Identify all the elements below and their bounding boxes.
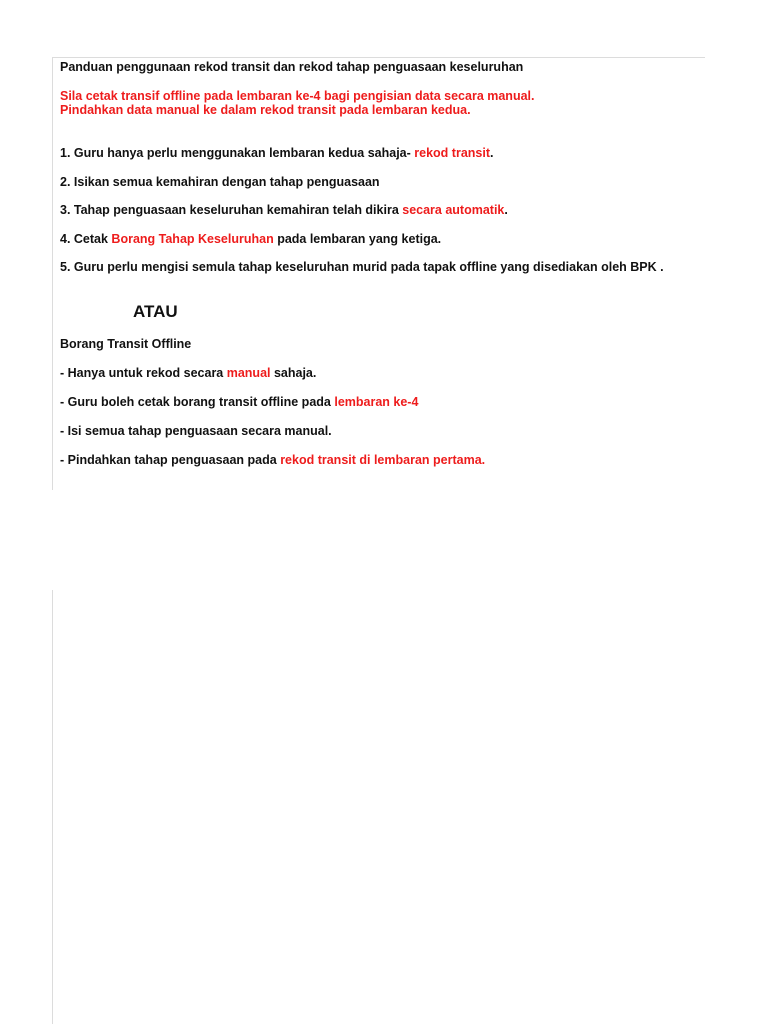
step-4-text: 4. Cetak (60, 232, 112, 246)
step-3 (60, 203, 508, 218)
offline-item-1-end: sahaja. (270, 366, 317, 380)
offline-item-1-highlight: manual (226, 366, 271, 380)
sheet-left-border-lower (52, 590, 53, 1024)
step-3-highlight: secara automatik (402, 203, 505, 217)
step-4 (60, 232, 441, 247)
step-4-end: pada lembaran yang ketiga. (273, 232, 442, 246)
step-2-text: 2. Isikan semua kemahiran dengan tahap penguasaan (60, 175, 380, 189)
step-3-end: . (504, 203, 508, 217)
step-5-text: 5. Guru perlu mengisi semula tahap keseluruhan murid pada tapak offline yang disediakan oleh BPK . (60, 260, 664, 274)
offline-item-1 (60, 366, 316, 381)
offline-item-4-text: - Pindahkan tahap penguasaan pada (60, 453, 281, 467)
step-1 (60, 146, 493, 161)
step-1-highlight: rekod transit (414, 146, 490, 160)
offline-item-4-highlight: rekod transit di lembaran pertama. (280, 453, 486, 467)
offline-item-4 (60, 453, 485, 468)
sheet-top-border (52, 57, 705, 58)
offline-item-3-text: - Isi semua tahap penguasaan secara manual. (60, 424, 332, 438)
sheet-left-border (52, 57, 53, 490)
note-line-2: Pindahkan data manual ke dalam rekod transit pada lembaran kedua. (60, 103, 471, 117)
atau-heading: ATAU (133, 302, 178, 321)
offline-heading: Borang Transit Offline (60, 337, 192, 351)
offline-item-2 (60, 395, 418, 410)
offline-item-3 (60, 424, 332, 439)
step-3-text: 3. Tahap penguasaan keseluruhan kemahiran telah dikira (60, 203, 403, 217)
offline-item-2-highlight: lembaran ke-4 (334, 395, 419, 409)
step-4-highlight: Borang Tahap Keseluruhan (111, 232, 274, 246)
step-1-end: . (490, 146, 494, 160)
step-1-text: 1. Guru hanya perlu menggunakan lembaran kedua sahaja- (60, 146, 415, 160)
note-line-1: Sila cetak transif offline pada lembaran ke-4 bagi pengisian data secara manual. (60, 89, 535, 103)
guide-title: Panduan penggunaan rekod transit dan rekod tahap penguasaan keseluruhan (60, 60, 524, 74)
offline-item-2-text: - Guru boleh cetak borang transit offline pada (60, 395, 335, 409)
step-2 (60, 175, 380, 190)
offline-item-1-text: - Hanya untuk rekod secara (60, 366, 227, 380)
step-5 (60, 260, 664, 275)
